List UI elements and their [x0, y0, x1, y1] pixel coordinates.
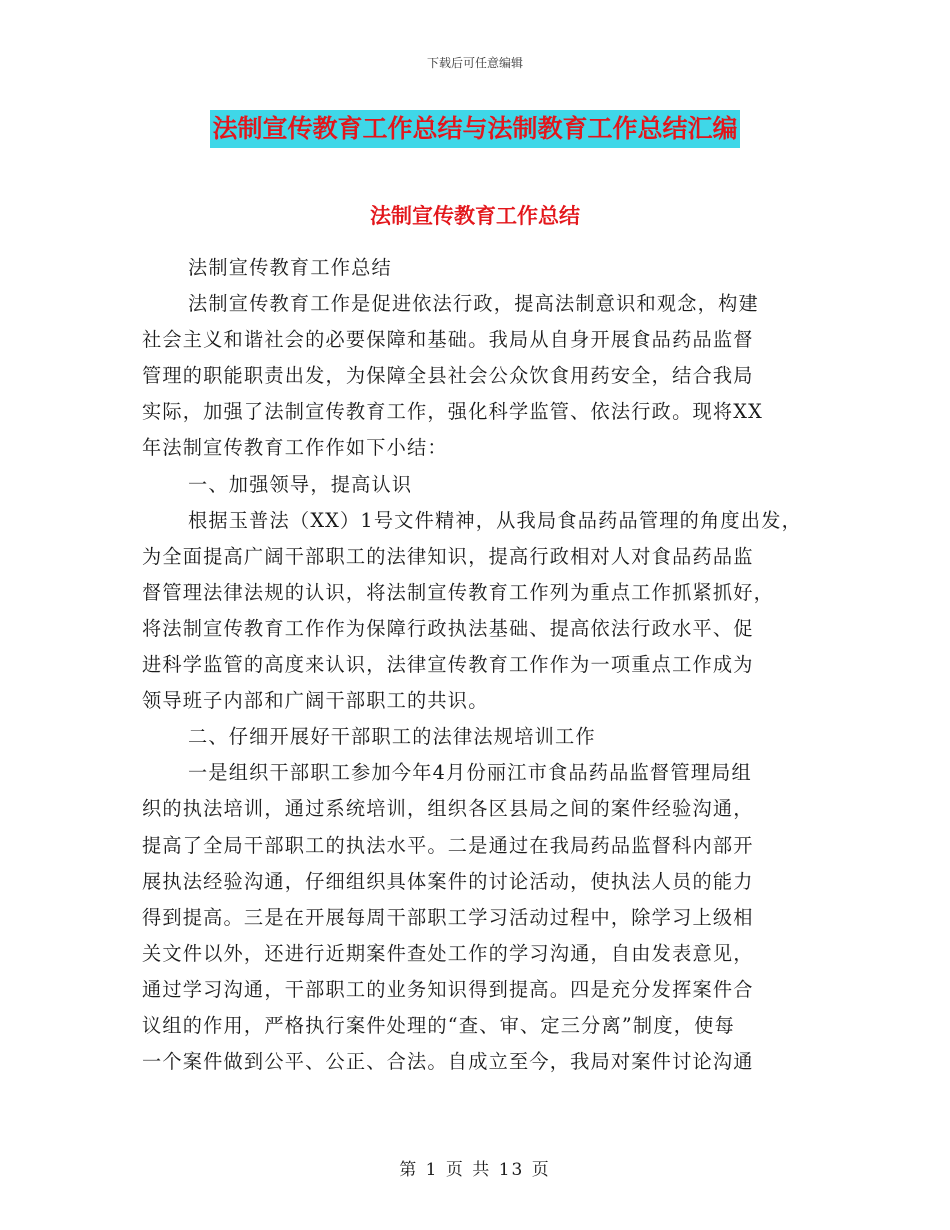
paragraph-line: 关文件以外，还进行近期案件查处工作的学习沟通，自由发表意见，: [142, 941, 754, 965]
paragraph-line: 提高了全局干部职工的执法水平。二是通过在我局药品监督科内部开: [142, 833, 754, 857]
paragraph-line: 实际，加强了法制宣传教育工作，强化科学监管、依法行政。现将XX: [142, 400, 763, 424]
paragraph-line: 得到提高。三是在开展每周干部职工学习活动过程中，除学习上级相: [142, 905, 754, 929]
paragraph-line: 年法制宣传教育工作作如下小结：: [142, 436, 448, 460]
paragraph-line: 法制宣传教育工作是促进依法行政，提高法制意识和观念，构建: [188, 292, 759, 316]
paragraph-line: 领导班子内部和广阔干部职工的共识。: [142, 689, 489, 713]
main-title: 法制宣传教育工作总结与法制教育工作总结汇编: [210, 110, 739, 148]
paragraph-line: 为全面提高广阔干部职工的法律知识，提高行政相对人对食品药品监: [142, 544, 754, 568]
body-text: [142, 250, 822, 1080]
paragraph-line: 法制宣传教育工作总结: [188, 256, 392, 279]
paragraph-line: 议组的作用，严格执行案件处理的“查、审、定三分离”制度，使每: [142, 1013, 735, 1037]
paragraph-line: 一个案件做到公平、公正、合法。自成立至今，我局对案件讨论沟通: [142, 1050, 754, 1074]
paragraph-line: 督管理法律法规的认识，将法制宣传教育工作列为重点工作抓紧抓好，: [142, 580, 775, 604]
paragraph-line: 管理的职能职责出发，为保障全县社会公众饮食用药安全，结合我局: [142, 364, 754, 388]
section-heading-line: 二、仔细开展好干部职工的法律法规培训工作: [188, 725, 596, 749]
paragraph-line: 展执法经验沟通，仔细组织具体案件的讨论活动，使执法人员的能力: [142, 869, 754, 893]
section-heading-line: 一、加强领导，提高认识: [188, 472, 413, 496]
paragraph-line: 进科学监管的高度来认识，法律宣传教育工作作为一项重点工作成为: [142, 653, 754, 677]
main-title-container: [0, 110, 950, 148]
page-footer-pagination: 第 1 页 共 13 页: [399, 1160, 551, 1180]
paragraph-line: 一是组织干部职工参加今年4月份丽江市食品药品监督管理局组: [188, 761, 752, 785]
paragraph-line: 根据玉普法（XX）1号文件精神，从我局食品药品管理的角度出发，: [188, 508, 802, 532]
page-header-note: 下载后可任意编辑: [426, 56, 523, 70]
section-title: 法制宣传教育工作总结: [370, 204, 580, 228]
paragraph-line: 将法制宣传教育工作作为保障行政执法基础、提高依法行政水平、促: [142, 616, 754, 640]
paragraph-line: 社会主义和谐社会的必要保障和基础。我局从自身开展食品药品监督: [142, 328, 754, 352]
paragraph-line: 通过学习沟通，干部职工的业务知识得到提高。四是充分发挥案件合: [142, 977, 754, 1001]
paragraph-line: 织的执法培训，通过系统培训，组织各区县局之间的案件经验沟通，: [142, 797, 754, 821]
